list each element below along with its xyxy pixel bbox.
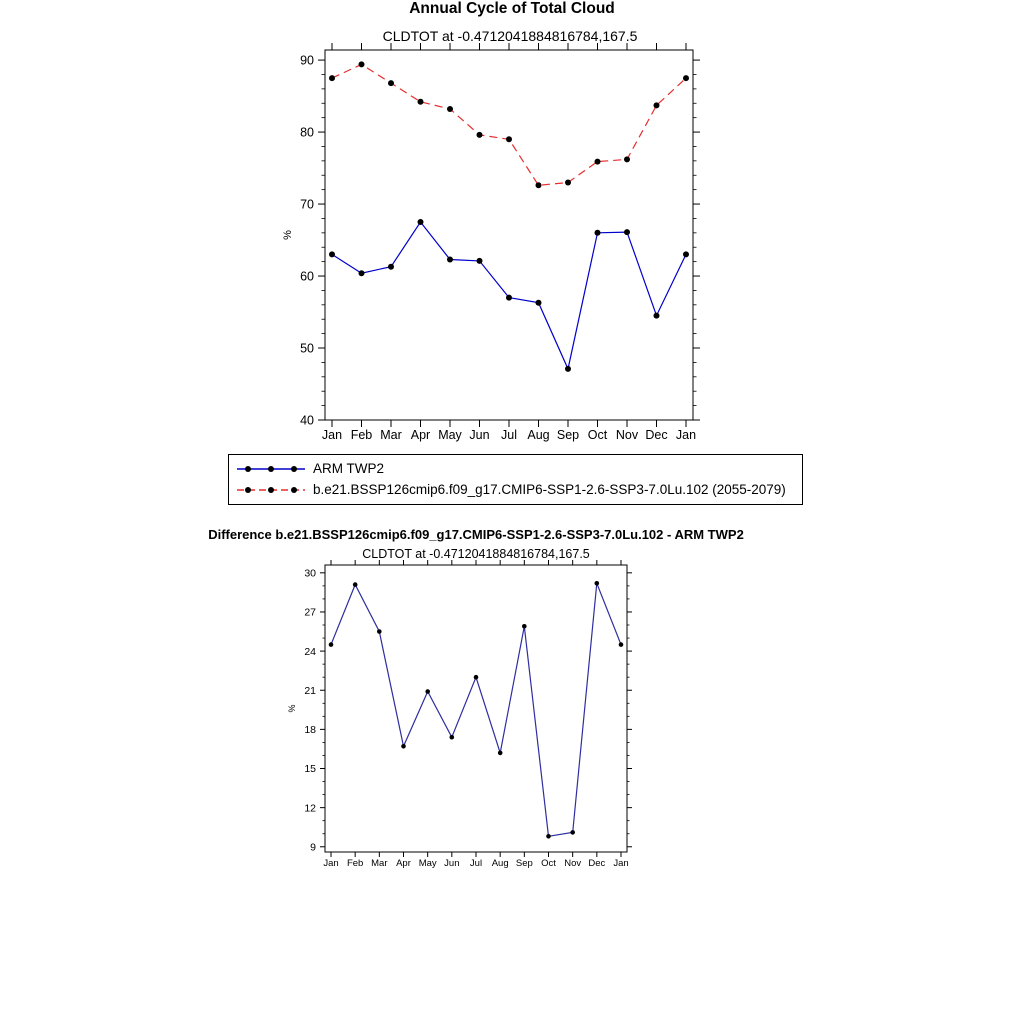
y-tick-label: 90: [300, 53, 314, 68]
y-axis-label: %: [287, 704, 297, 713]
x-tick-label: Jun: [469, 427, 490, 442]
x-tick-label: Oct: [587, 427, 608, 442]
bottom-chart-subtitle: CLDTOT at -0.4712041884816784,167.5: [362, 547, 590, 561]
top-chart-subtitle: CLDTOT at -0.4712041884816784,167.5: [382, 28, 638, 44]
plot-frame: [325, 50, 693, 420]
series-arm-twp2: [329, 219, 689, 372]
x-tick-label: Nov: [564, 858, 582, 870]
legend-item-model: [235, 479, 796, 500]
x-tick-label: Apr: [396, 858, 411, 870]
y-tick-label: 9: [310, 841, 316, 854]
y-tick-label: 15: [304, 763, 316, 776]
top-chart-title: Annual Cycle of Total Cloud: [409, 0, 615, 17]
x-tick-label: Jan: [675, 427, 697, 442]
series-difference: [329, 581, 624, 839]
y-tick-label: 40: [300, 413, 314, 428]
x-tick-label: Sep: [556, 427, 580, 442]
x-tick-label: May: [438, 427, 462, 442]
top-chart-plot: [282, 43, 700, 442]
legend: [228, 454, 803, 505]
y-tick-label: 60: [300, 269, 314, 284]
x-tick-label: Mar: [371, 858, 388, 870]
x-tick-label: May: [418, 858, 437, 870]
y-tick-label: 24: [304, 645, 316, 658]
x-tick-label: Dec: [588, 858, 606, 870]
y-axis-label: %: [282, 230, 294, 240]
x-tick-label: Jan: [613, 858, 629, 870]
x-tick-label: Jun: [444, 858, 460, 870]
x-tick-label: Feb: [350, 427, 373, 442]
bottom-chart-title: Difference b.e21.BSSP126cmip6.f09_g17.CMIP6-SSP1-2.6-SSP3-7.0Lu.102 - ARM TWP2: [208, 527, 744, 542]
x-tick-label: Jan: [323, 858, 339, 870]
x-tick-label: Nov: [615, 427, 639, 442]
legend-line-sample-solid: [235, 462, 307, 476]
x-tick-label: Dec: [645, 427, 668, 442]
y-tick-label: 27: [304, 606, 316, 619]
x-tick-label: Mar: [380, 427, 402, 442]
legend-line-sample-dashed: [235, 483, 307, 497]
plot-frame: [325, 565, 627, 852]
y-tick-label: 70: [300, 197, 314, 212]
x-tick-label: Jul: [469, 858, 483, 870]
y-tick-label: 21: [304, 684, 316, 697]
legend-item-arm-twp2: [235, 458, 796, 479]
x-tick-label: Aug: [527, 427, 550, 442]
legend-label-model: b.e21.BSSP126cmip6.f09_g17.CMIP6-SSP1-2.6-SSP3-7.0Lu.102 (2055-2079): [313, 482, 786, 497]
x-tick-label: Sep: [515, 858, 533, 870]
series-b-e21-bssp126cmip6-f09-g17-cmi: [329, 61, 689, 188]
y-tick-label: 18: [304, 724, 316, 737]
x-tick-label: Feb: [346, 858, 364, 870]
y-tick-label: 30: [304, 567, 316, 580]
legend-label-arm-twp2: ARM TWP2: [313, 461, 385, 476]
bottom-chart-plot: [287, 560, 632, 869]
x-tick-label: Jul: [501, 427, 517, 442]
y-tick-label: 50: [300, 341, 314, 356]
x-tick-label: Aug: [491, 858, 509, 870]
x-tick-label: Jan: [321, 427, 343, 442]
y-tick-label: 80: [300, 125, 314, 140]
x-tick-label: Oct: [541, 858, 556, 870]
x-tick-label: Apr: [410, 427, 431, 442]
y-tick-label: 12: [304, 802, 316, 815]
